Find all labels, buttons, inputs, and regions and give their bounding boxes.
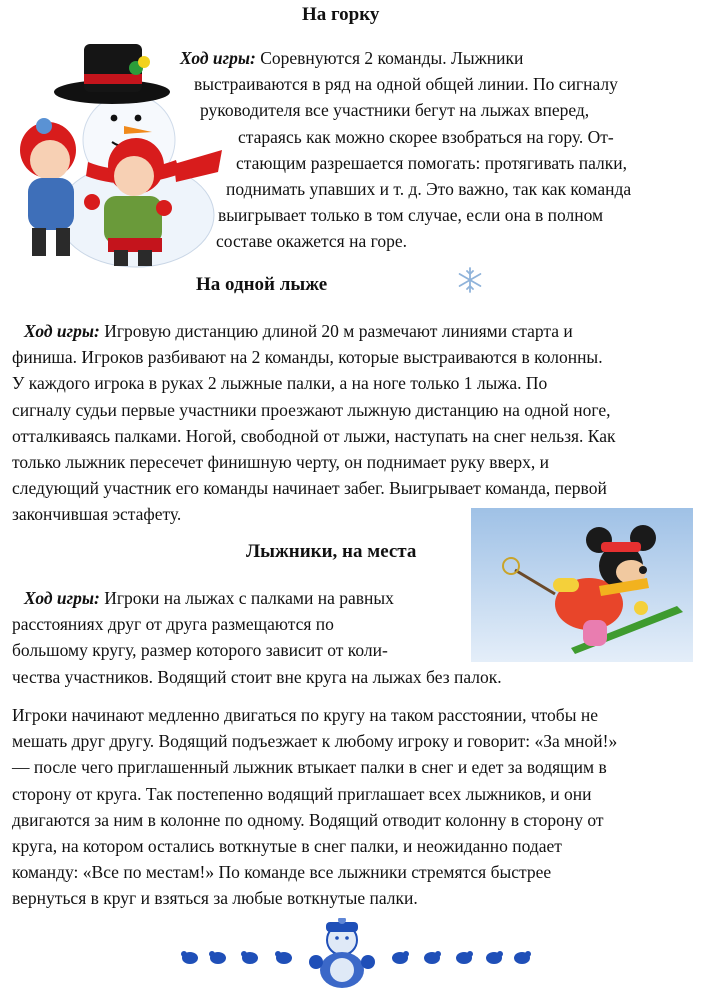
section3-paragraph2 bbox=[12, 702, 702, 912]
section3-p2-line: мешать друг другу. Водящий подъезжает к любому игроку и говорит: «За мной!» bbox=[12, 731, 618, 752]
section1-line-text: Соревнуются 2 команды. Лыжники bbox=[255, 48, 524, 68]
section1-line: поднимать упавших и т. д. Это важно, так как команда bbox=[226, 179, 632, 200]
section2-body bbox=[12, 318, 702, 528]
section1-line: выстраиваются в ряд на одной общей линии. По сигналу bbox=[194, 74, 618, 95]
section3-p2-line: круга, на котором остались воткнутые в снег палки, и неожиданно подает bbox=[12, 836, 562, 857]
section3-p2-line: Игроки начинают медленно двигаться по кругу на таком расстоянии, чтобы не bbox=[12, 705, 598, 725]
section2-line bbox=[24, 318, 702, 344]
game-rules-label: Ход игры: bbox=[24, 588, 100, 608]
section2-line: отталкиваясь палками. Ногой, свободной от лыжи, наступать на снег нельзя. Как bbox=[12, 425, 616, 446]
section3-p2-line: вернуться в круг и взяться за любые воткнутые палки. bbox=[12, 888, 418, 909]
heading-na-odnoy-lyzhe: На одной лыже bbox=[196, 274, 328, 295]
section3-line bbox=[24, 585, 702, 611]
section3-line: большому кругу, размер которого зависит от коли- bbox=[12, 640, 388, 661]
section2-line: следующий участник его команды начинает забег. Выигрывает команда, первой bbox=[12, 478, 607, 499]
section1-line: выигрывает только в том случае, если она в полном bbox=[218, 205, 604, 226]
section3-p2-line: двигаются за ним в колонне по одному. Водящий отводит колонну в сторону от bbox=[12, 809, 604, 830]
section1-line bbox=[180, 45, 704, 71]
section1-line: руководителя все участники бегут на лыжах вперед, bbox=[200, 100, 590, 121]
section2-line: сигналу судьи первые участники проезжают лыжную дистанцию на одной ноге, bbox=[12, 399, 611, 420]
section3-line-text: Игроки на лыжах с палками на равных bbox=[99, 588, 394, 608]
section1-line: составе окажется на горе. bbox=[216, 231, 407, 252]
heading-na-gorku: На горку bbox=[302, 4, 380, 25]
game-rules-label: Ход игры: bbox=[24, 321, 100, 341]
section3-line: расстояниях друг от друга размещаются по bbox=[12, 614, 334, 635]
section2-line-text: Игровую дистанцию длиной 20 м размечают линиями старта и bbox=[99, 321, 573, 341]
heading-lyzhniki-na-mesta: Лыжники, на места bbox=[246, 541, 417, 562]
snowman-ornament bbox=[309, 918, 375, 988]
section3-p2-line: — после чего приглашенный лыжник втыкает палки в снег и едет за водящим в bbox=[12, 757, 607, 778]
snowflake-icon bbox=[456, 266, 484, 294]
section3-p2-line: команду: «Все по местам!» По команде все лыжники стремятся быстрее bbox=[12, 862, 552, 883]
section1-line: стающим разрешается помогать: протягивать палки, bbox=[236, 152, 627, 173]
section2-line: закончившая эстафету. bbox=[12, 504, 182, 525]
section3-p2-line: сторону от круга. Так постепенно водящий приглашает всех лыжников, и они bbox=[12, 783, 592, 804]
section2-line: только лыжник пересечет финишную черту, он поднимает руку вверх, и bbox=[12, 452, 549, 473]
section2-line: У каждого игрока в руках 2 лыжные палки, а на ноге только 1 лыжа. По bbox=[12, 373, 548, 394]
section1-line: стараясь как можно скорее взобраться на гору. От- bbox=[238, 126, 614, 147]
bottom-ornament bbox=[176, 918, 532, 990]
section3-line: чества участников. Водящий стоит вне круга на лыжах без палок. bbox=[12, 666, 502, 687]
game-rules-label: Ход игры: bbox=[180, 48, 256, 68]
section2-line: финиша. Игроков разбивают на 2 команды, которые выстраиваются в колонны. bbox=[12, 347, 603, 368]
section3-body bbox=[12, 585, 702, 690]
section1-body bbox=[0, 45, 704, 255]
